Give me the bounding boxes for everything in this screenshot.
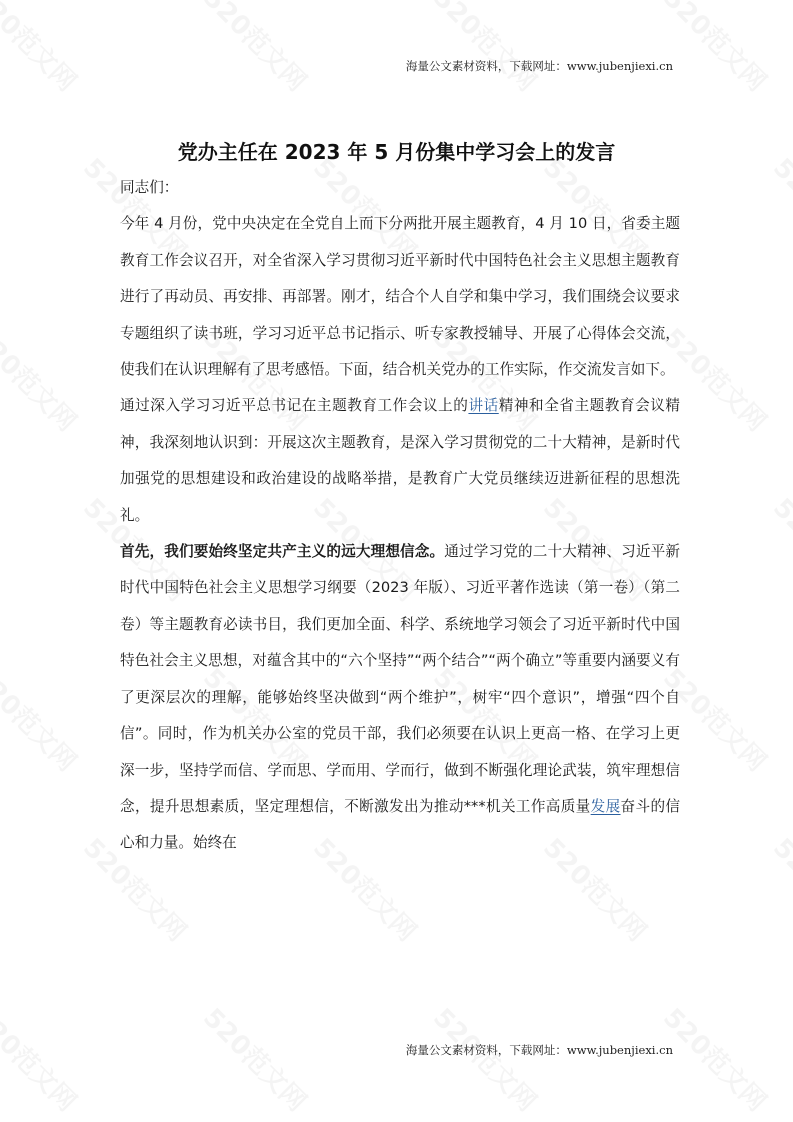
watermark-mark	[0, 319, 86, 439]
watermark-mark	[0, 999, 86, 1119]
document-body	[120, 170, 680, 862]
watermark-mark	[656, 999, 776, 1119]
watermark-mark	[766, 149, 793, 269]
watermark-mark	[196, 0, 316, 98]
watermark-mark	[0, 0, 86, 98]
page-footer: 海量公文素材资料，下载网址：www.jubenjiexi.cn	[405, 1043, 673, 1057]
watermark-mark	[426, 0, 546, 98]
watermark-mark	[656, 0, 776, 98]
watermark-mark	[766, 489, 793, 609]
watermark-mark	[196, 999, 316, 1119]
document-title: 党办主任在 2023 年 5 月份集中学习会上的发言	[177, 140, 616, 164]
paragraph-2-text-b: 精神和全省主题教育会议精神，我深刻地认识到：开展这次主题教育，是深入学习贯彻党的二十大精神，是新时代加强党的思想建设和政治建设的战略举措，是教育广大党员继续迈进新征程的思想洗礼。	[120, 397, 680, 524]
paragraph-3-text-a: 通过学习党的二十大精神、习近平新时代中国特色社会主义思想学习纲要（2023 年版）、习近平著作选读（第一卷）（第二卷）等主题教育必读书目，我们更加全面、科学、系统地学习领会了习近平新时代中国特色社会主义思想，对蕴含其中的“六个坚持”“两个结合”“两个确立”等重要内涵要义有了更深层次的理解，能够始终坚决做到“两个维护”，树牢“四个意识”，增强“四个自信”。同时，作为机关办公室的党员干部，我们必须要在认识上更高一格、在学习上更深一步，坚持学而信、学而思、学而用、学而行，做到不断强化理论武装，筑牢理想信念，提升思想素质，坚定理想信，不断激发出为推动***机关工作高质量	[120, 543, 680, 815]
paragraph-3	[120, 534, 680, 862]
development-link[interactable]: 发展	[590, 797, 621, 815]
watermark-mark	[766, 829, 793, 949]
greeting: 同志们：	[120, 179, 179, 196]
paragraph-3-heading: 首先，我们要始终坚定共产主义的远大理想信念。	[120, 543, 445, 561]
paragraph-2-text-a: 通过深入学习习近平总书记在主题教育工作会议上的	[120, 397, 469, 415]
page-header: 海量公文素材资料，下载网址：www.jubenjiexi.cn	[405, 59, 673, 73]
watermark-mark	[426, 999, 546, 1119]
paragraph-2	[120, 388, 680, 534]
watermark-mark	[0, 659, 86, 779]
paragraph-1: 今年 4 月份，党中央决定在全党自上而下分两批开展主题教育，4 月 10 日，省委主题教育工作会议召开，对全省深入学习贯彻习近平新时代中国特色社会主义思想主题教育进行了再动员、再安排、再部署。刚才，结合个人自学和集中学习，我们围绕会议要求专题组织了读书班，学习习近平总书记指示、听专家教授辅导、开展了心得体会交流，使我们在认识理解有了思考感悟。下面，结合机关党办的工作实际，作交流发言如下。	[120, 215, 680, 379]
speech-link[interactable]: 讲话	[468, 397, 499, 415]
paragraph-3-text-b: 奋斗的信心和力量。始终在	[120, 797, 680, 852]
